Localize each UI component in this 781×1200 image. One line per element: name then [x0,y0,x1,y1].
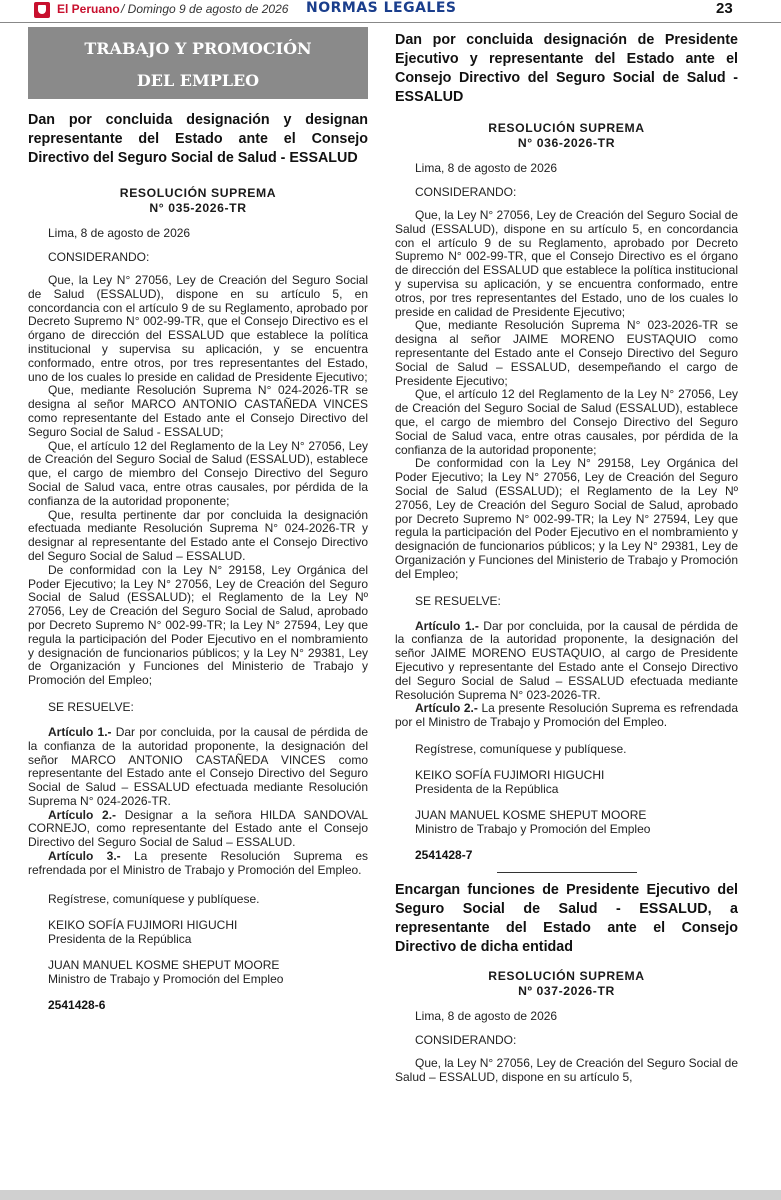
article-2 [28,809,368,850]
resolution-number: Nº 037-2026-TR [518,983,615,998]
paragraph: Que, la Ley N° 27056, Ley de Creación del Seguro Social de Salud – ESSALUD, dispone en su artículo 5, [395,1055,739,1084]
resolution-number: N° 035-2026-TR [149,201,247,215]
paragraph: Que, la Ley N° 27056, Ley de Creación del Seguro Social de Salud (ESSALUD), dispone en su artículo 5, en concordancia con el artículo 9 de su Reglamento, aprobado por Decreto Supremo N° 002-99-TR, que el Consejo Directivo es el órgano de dirección del ESSALUD que establece la política institucional y supervisa su aplicación, y se encuentra conformado, entre otros, por tres representantes del Estado, uno de los cuales lo preside en calidad de Presidente Ejecutivo; [395,208,739,319]
se-resuelve-heading: SE RESUELVE: [48,699,134,714]
considerando-heading: CONSIDERANDO: [48,250,150,264]
article-3 [28,850,368,878]
newspaper-name: El Peruano [57,2,120,16]
page-number: 23 [716,0,733,17]
signatory-role: Ministro de Trabajo y Promoción del Empleo [48,971,284,986]
paragraph: Que, el artículo 12 del Reglamento de la Ley N° 27056, Ley de Creación del Seguro Social de Salud (ESSALUD), establece que, el cargo de miembro del Consejo Directivo del Seguro Social de Salud vaca, entre otras causales, por pérdida de la confianza de la autoridad proponente; [395,387,738,457]
banner-line-2: DEL EMPLEO [136,71,260,90]
paragraph: De conformidad con la Ley N° 29158, Ley Orgánica del Poder Ejecutivo; la Ley N° 27056, Ley de Creación del Seguro Social de Salud (ESSALUD); el Reglamento de la Ley Nº 27056, Ley de Creación del Seguro Social de Salud, aprobado por Decreto Supremo N° 002-99-TR; la Ley N° 27594, Ley que regula la participación del Poder Ejecutivo en el nombramiento y designación de funcionarios públicos; y la Ley N° 29381, Ley de Organización y Funciones del Ministerio de Trabajo y Promoción del Empleo; [395,456,738,581]
resolution-type: RESOLUCIÓN SUPREMA [119,186,277,200]
signatory-name: JUAN MANUEL KOSME SHEPUT MOORE [48,957,280,972]
page-header [0,0,781,23]
article-1 [28,726,368,809]
signatory-name: JUAN MANUEL KOSME SHEPUT MOORE [415,807,647,822]
article-text: La presente Resolución Suprema es refrendada por el Ministro de Trabajo y Promoción del Empleo. [28,849,369,877]
ministry-banner [28,27,368,99]
se-resuelve-heading: SE RESUELVE: [415,593,501,608]
place-date: Lima, 8 de agosto de 2026 [48,226,191,240]
paragraph: Que, mediante Resolución Suprema N° 023-2026-TR se designa al señor JAIME MORENO EUSTAQUIO como representante del Estado ante el Consejo Directivo del Seguro Social de Salud – ESSALUD, desempeñando el cargo de Presidente Ejecutivo; [395,318,738,388]
section-title: NORMAS LEGALES [306,0,457,16]
resolution-type: RESOLUCIÓN SUPREMA [488,121,645,135]
signatory-name: KEIKO SOFÍA FUJIMORI HIGUCHI [415,767,605,782]
resolution-number: N° 036-2026-TR [517,136,616,150]
article-label: Artículo 3.- [48,849,121,864]
article-text: La presente Resolución Suprema es refrendada por el Ministro de Trabajo y Promoción del Empleo. [395,701,739,730]
signatory-role: Presidenta de la República [48,931,192,946]
signatory-role: Presidenta de la República [415,781,559,796]
article-text: Dar por concluida, por la causal de pérdida de la confianza de la autoridad proponente, la designación del señor MARCO ANTONIO CASTAÑEDA VINCES como representante del Estado ante el Consejo Directivo del Seguro Social de Salud – ESSALUD efectuada mediante Resolución Suprema N° 024-2026-TR. [28,724,368,808]
considerando-heading: CONSIDERANDO: [415,1032,517,1047]
paragraph: Que, la Ley N° 27056, Ley de Creación del Seguro Social de Salud (ESSALUD), dispone en su artículo 5, en concordancia con el artículo 9 de su Reglamento, aprobado por Decreto Supremo N° 002-99-TR, que el Consejo Directivo es el órgano de dirección del ESSALUD que establece la política institucional y supervisa su aplicación, y se encuentra conformado, entre otros, por tres representantes del Estado, uno de los cuales lo preside en calidad de Presidente Ejecutivo; [28,273,368,384]
paragraph: Que, resulta pertinente dar por concluida la designación efectuada mediante Resolución Suprema N° 024-2026-TR y designar al representante del Estado ante el Consejo Directivo del Seguro Social de Salud – ESSALUD. [28,507,368,563]
el-peruano-logo-icon [34,2,50,18]
considerando-heading: CONSIDERANDO: [415,185,517,199]
right-column [395,31,738,1084]
publication-code: 2541428-7 [415,847,473,862]
article-label: Artículo 2.- [48,807,117,822]
article-2 [395,702,738,730]
place-date: Lima, 8 de agosto de 2026 [415,161,558,175]
issue-date: / Domingo 9 de agosto de 2026 [121,2,289,16]
article-title: Dan por concluida designación de Presidente Ejecutivo y representante del Estado ante el Consejo Directivo del Seguro Social de Salud - ESSALUD [395,32,738,105]
article-title: Encargan funciones de Presidente Ejecutivo del Seguro Social de Salud - ESSALUD, a representante del Estado ante el Consejo Directivo de dicha entidad [395,881,738,955]
resolution-type: RESOLUCIÓN SUPREMA [488,968,645,983]
signatory-name: KEIKO SOFÍA FUJIMORI HIGUCHI [48,917,238,932]
article-label: Artículo 2.- [415,701,478,716]
article-text: Dar por concluida, por la causal de pérdida de la confianza de la autoridad proponente, la designación del señor JAIME MORENO EUSTAQUIO, al cargo de Presidente Ejecutivo y representante del Estado ante el Consejo Directivo del Seguro Social de Salud – ESSALUD efectuada mediante Resolución Suprema N° 023-2026-TR. [395,618,738,702]
paragraph: Que, mediante Resolución Suprema N° 024-2026-TR se designa al señor MARCO ANTONIO CASTAÑEDA VINCES como representante del Estado ante el Consejo Directivo del Seguro Social de Salud - ESSALUD; [28,383,368,439]
paragraph: De conformidad con la Ley N° 29158, Ley Orgánica del Poder Ejecutivo; la Ley N° 27056, Ley de Creación del Seguro Social de Salud (ESSALUD); el Reglamento de la Ley Nº 27056, Ley de Creación del Seguro Social de Salud, aprobado por Decreto Supremo N° 002-99-TR; la Ley N° 27594, Ley que regula la participación del Poder Ejecutivo en el nombramiento y designación de funcionarios públicos; y la Ley N° 29381, Ley de Organización y Funciones del Ministerio de Trabajo y Promoción del Empleo; [28,562,368,688]
signatory-role: Ministro de Trabajo y Promoción del Empleo [415,821,651,836]
article-title: Dan por concluida designación y designan representante del Estado ante el Consejo Directivo del Seguro Social de Salud - ESSALUD [28,112,368,166]
left-column [28,27,368,1012]
article-label: Artículo 1.- [415,618,479,633]
paragraph: Que, el artículo 12 del Reglamento de la Ley N° 27056, Ley de Creación del Seguro Social de Salud (ESSALUD), establece que, el cargo de miembro del Consejo Directivo del Seguro Social de Salud vaca, entre otras causales, por pérdida de la confianza de la autoridad proponente; [28,438,368,508]
place-date: Lima, 8 de agosto de 2026 [415,1008,558,1023]
article-text: Designar a la señora HILDA SANDOVAL CORNEJO, como representante del Estado ante el Consejo Directivo del Seguro Social de Salud – ESSALUD. [28,807,368,850]
registrese-line: Regístrese, comuníquese y publíquese. [48,891,260,906]
footer-bar [0,1190,781,1200]
publication-code: 2541428-6 [48,997,106,1012]
article-1 [395,620,738,703]
article-label: Artículo 1.- [48,724,112,739]
registrese-line: Regístrese, comuníquese y publíquese. [415,741,627,756]
banner-line-1: TRABAJO Y PROMOCIÓN [84,39,312,58]
